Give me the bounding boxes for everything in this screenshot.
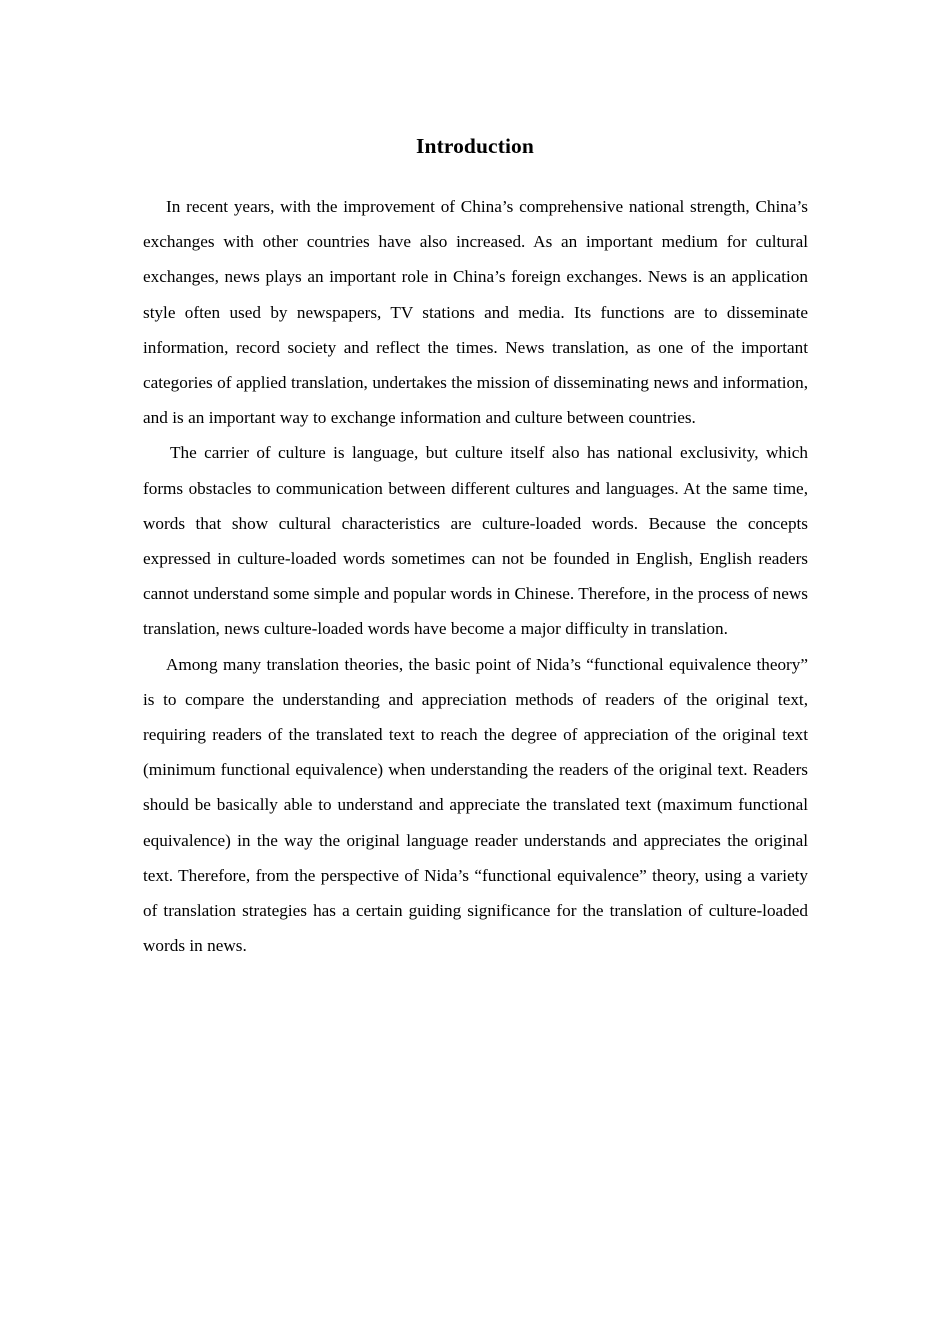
paragraph-1: In recent years, with the improvement of China’s comprehensive national strength, China’s exchanges with other countries have also increased. As an important medium for cultural exchanges, news plays an important role in China’s foreign exchanges. News is an application style often used by newspapers, TV stations and media. Its functions are to disseminate information, record society and reflect the times. News translation, as one of the important categories of applied translation, undertakes the mission of disseminating news and information, and is an important way to exchange information and culture between countries. xyxy=(143,197,808,428)
paragraph-3: Among many translation theories, the basic point of Nida’s “functional equivalence theory” is to compare the understanding and appreciation methods of readers of the original text, requiring readers of the translated text to reach the degree of appreciation of the original text (minimum functional equivalence) when understanding the readers of the original text. Readers should be basically able to understand and appreciate the translated text (maximum functional equivalence) in the way the original language reader understands and appreciates the original text. Therefore, from the perspective of Nida’s “functional equivalence” theory, using a variety of translation strategies has a certain guiding significance for the translation of culture-loaded words in news. xyxy=(143,654,808,956)
document-body xyxy=(143,189,808,963)
page-title: Introduction xyxy=(416,134,534,159)
paragraph-2: The carrier of culture is language, but culture itself also has national exclusivity, which forms obstacles to communication between different cultures and languages. At the same time, words that show cultural characteristics are culture-loaded words. Because the concepts expressed in culture-loaded words sometimes can not be founded in English, English readers cannot understand some simple and popular words in Chinese. Therefore, in the process of news translation, news culture-loaded words have become a major difficulty in translation. xyxy=(143,443,808,639)
